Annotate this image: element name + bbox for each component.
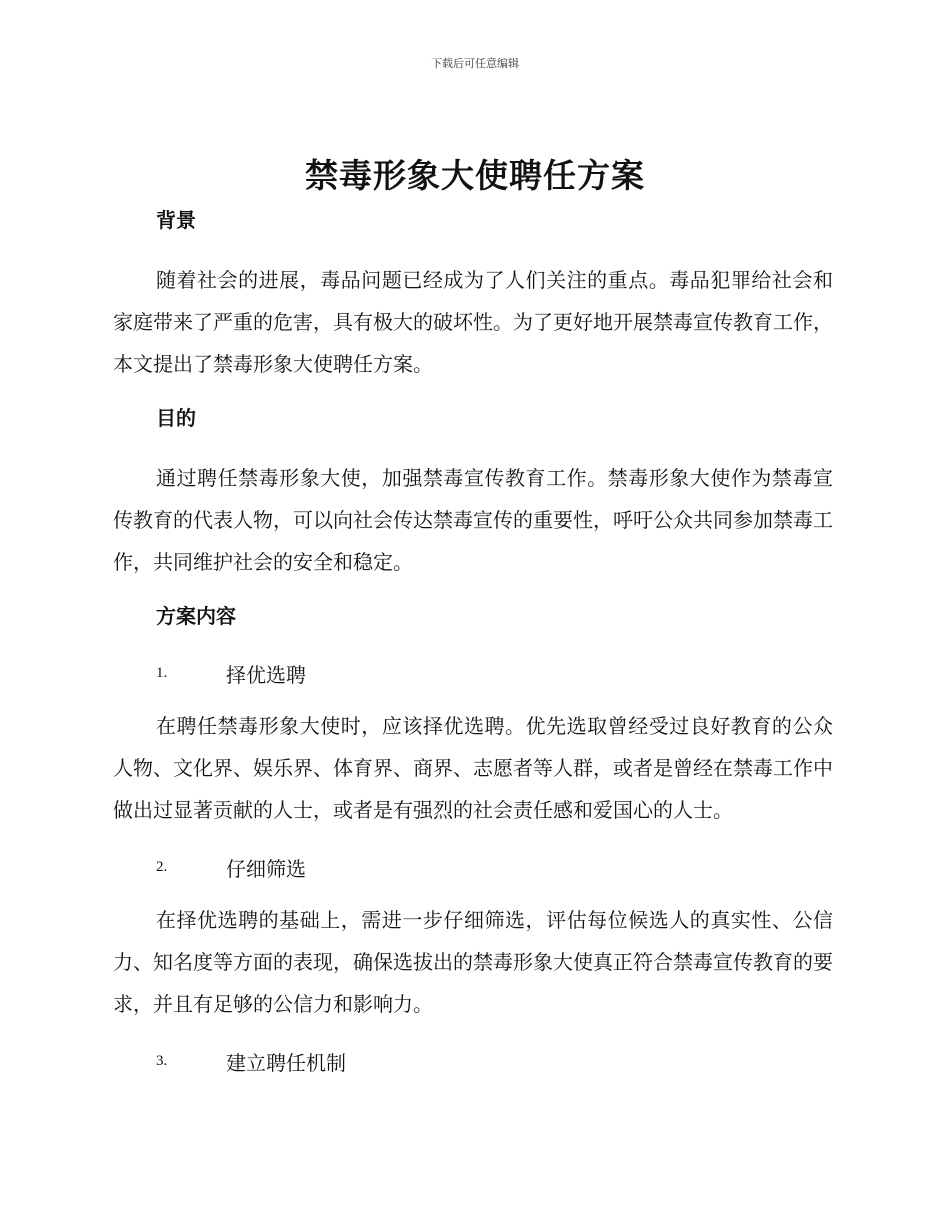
list-item-label: 仔细筛选 bbox=[226, 856, 306, 881]
section-plan-content bbox=[113, 601, 833, 1079]
list-item-paragraph: 在择优选聘的基础上，需进一步仔细筛选，评估每位候选人的真实性、公信力、知名度等方面的表现，确保选拔出的禁毒形象大使真正符合禁毒宣传教育的要求，并且有足够的公信力和影响力。 bbox=[113, 908, 833, 1016]
section-paragraph: 通过聘任禁毒形象大使，加强禁毒宣传教育工作。禁毒形象大使作为禁毒宣传教育的代表人物，可以向社会传达禁毒宣传的重要性，呼吁公众共同参加禁毒工作，共同维护社会的安全和稳定。 bbox=[113, 466, 833, 574]
header-note: 下载后可任意编辑 bbox=[431, 57, 519, 70]
document-title: 禁毒形象大使聘任方案 bbox=[305, 156, 645, 195]
section-heading: 方案内容 bbox=[156, 604, 236, 628]
list-item-number: 3. bbox=[156, 1052, 168, 1069]
list-item-number: 1. bbox=[156, 664, 168, 681]
list-item bbox=[113, 1043, 833, 1079]
section-heading: 背景 bbox=[156, 208, 196, 232]
section-background bbox=[113, 205, 833, 403]
list-item bbox=[113, 655, 833, 691]
list-item-number: 2. bbox=[156, 858, 168, 875]
section-purpose bbox=[113, 403, 833, 601]
list-item-label: 建立聘任机制 bbox=[226, 1050, 346, 1075]
document-body bbox=[113, 205, 833, 1079]
section-paragraph: 随着社会的进展，毒品问题已经成为了人们关注的重点。毒品犯罪给社会和家庭带来了严重的危害，具有极大的破坏性。为了更好地开展禁毒宣传教育工作，本文提出了禁毒形象大使聘任方案。 bbox=[113, 268, 833, 376]
list-item bbox=[113, 849, 833, 885]
list-item-label: 择优选聘 bbox=[226, 662, 306, 687]
section-heading: 目的 bbox=[156, 406, 196, 430]
list-item-paragraph: 在聘任禁毒形象大使时，应该择优选聘。优先选取曾经受过良好教育的公众人物、文化界、娱乐界、体育界、商界、志愿者等人群，或者是曾经在禁毒工作中做出过显著贡献的人士，或者是有强烈的社会责任感和爱国心的人士。 bbox=[113, 714, 833, 822]
